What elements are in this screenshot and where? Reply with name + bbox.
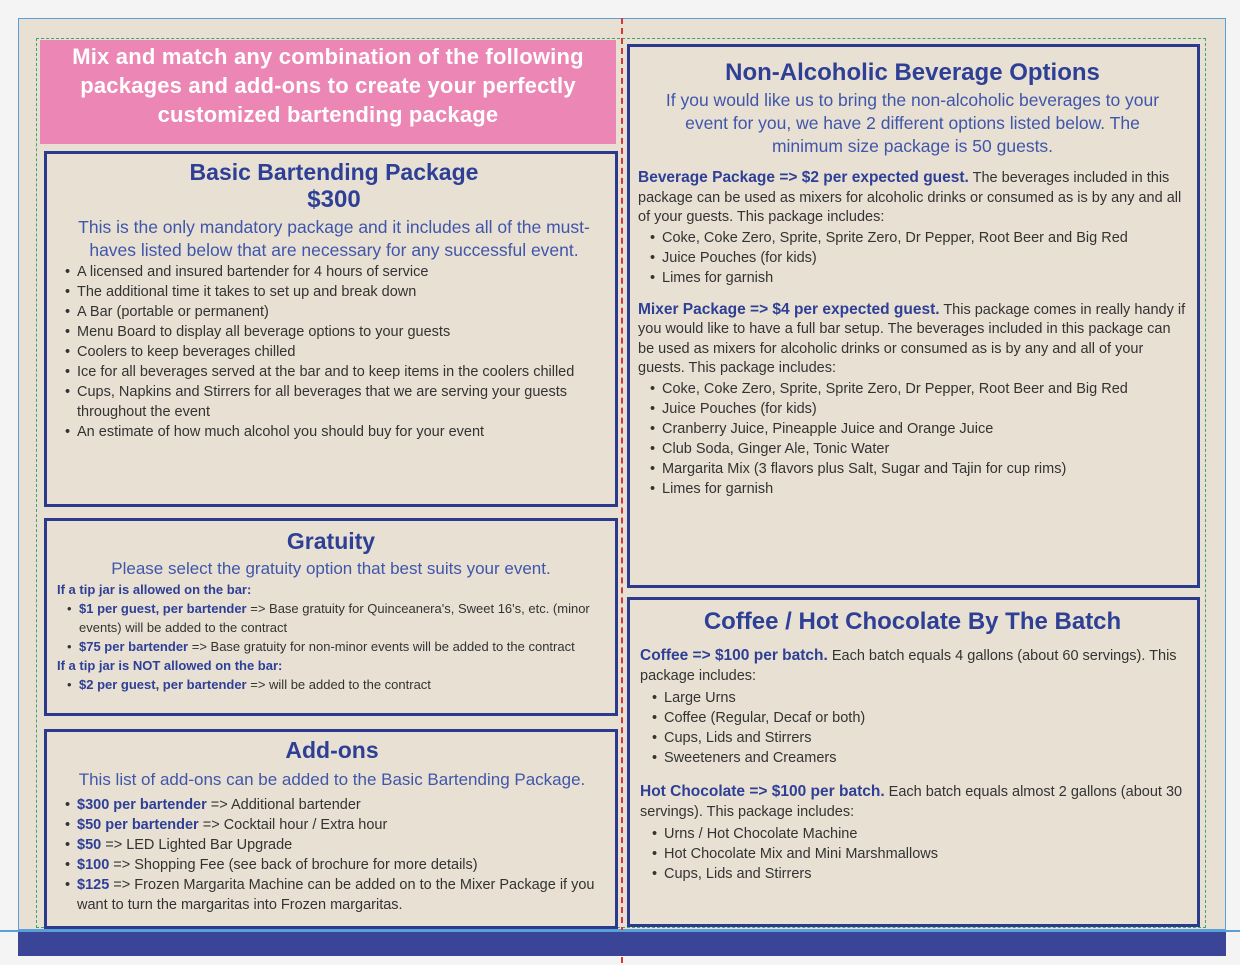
list-item — [63, 855, 605, 875]
list-item: • Cups, Napkins and Stirrers for all beverages that we are serving your guests throughout the event — [63, 382, 607, 422]
list-item: • The additional time it takes to set up and break down — [63, 282, 607, 302]
addons-list — [63, 795, 605, 915]
list-item: • Urns / Hot Chocolate Machine — [650, 824, 1185, 844]
item-text: => Base gratuity for non-minor events will be added to the contract — [188, 639, 575, 654]
list-item — [63, 815, 605, 835]
list-item: • A licensed and insured bartender for 4 hours of service — [63, 262, 607, 282]
list-item: • Juice Pouches (for kids) — [648, 248, 1187, 268]
beverage-package-heading: Beverage Package => $2 per expected guest. — [638, 169, 969, 186]
gratuity-intro: Please select the gratuity option that best suits your event. — [111, 559, 551, 578]
list-item: • Limes for garnish — [648, 268, 1187, 288]
tip-jar-allowed-list — [65, 599, 605, 656]
list-item: • Cranberry Juice, Pineapple Juice and Orange Juice — [648, 419, 1187, 439]
beverage-package-list — [648, 228, 1187, 288]
item-text: => LED Lighted Bar Upgrade — [101, 837, 293, 853]
list-item: • Margarita Mix (3 flavors plus Salt, Sugar and Tajin for cup rims) — [648, 459, 1187, 479]
list-item — [63, 835, 605, 855]
gratuity-title: Gratuity — [286, 528, 376, 554]
bottom-bar — [18, 932, 1226, 956]
list-item: • Coolers to keep beverages chilled — [63, 342, 607, 362]
non-alcoholic-title: Non-Alcoholic Beverage Options — [725, 59, 1100, 86]
list-item: • Club Soda, Ginger Ale, Tonic Water — [648, 439, 1187, 459]
list-item: • Large Urns — [650, 688, 1185, 708]
item-text: => Additional bartender — [206, 797, 361, 813]
item-text: => Base gratuity for Quinceanera's, Sweet 16's, etc. (minor events) will be added to the contract — [79, 601, 590, 635]
list-item: • Coke, Coke Zero, Sprite, Sprite Zero, Dr Pepper, Root Beer and Big Red — [648, 228, 1187, 248]
list-item — [63, 795, 605, 815]
basic-package-box — [44, 151, 618, 507]
basic-package-list — [63, 262, 607, 442]
mixer-package-description — [638, 300, 1187, 379]
list-item: • Coffee (Regular, Decaf or both) — [650, 708, 1185, 728]
price-label: $50 — [77, 837, 102, 853]
item-text: => Shopping Fee (see back of brochure for more details) — [109, 857, 478, 873]
list-item: • Juice Pouches (for kids) — [648, 399, 1187, 419]
hot-chocolate-heading: Hot Chocolate => $100 per batch. — [640, 783, 885, 800]
basic-package-intro: This is the only mandatory package and it includes all of the must-haves listed below that are necessary for any successful event. — [78, 217, 590, 260]
fold-guide — [621, 18, 623, 963]
gratuity-box — [44, 518, 618, 716]
price-label: $125 — [77, 877, 110, 893]
tip-jar-allowed-heading: If a tip jar is allowed on the bar: — [57, 582, 252, 597]
tip-jar-not-allowed-list — [65, 675, 605, 694]
coffee-title: Coffee / Hot Chocolate By The Batch — [703, 608, 1122, 635]
list-item: • An estimate of how much alcohol you should buy for your event — [63, 422, 607, 442]
list-item — [65, 599, 605, 637]
list-item — [65, 637, 605, 656]
tip-jar-not-allowed-heading: If a tip jar is NOT allowed on the bar: — [57, 658, 283, 673]
list-item: • Sweeteners and Creamers — [650, 748, 1185, 768]
price-label: $300 per bartender — [77, 797, 207, 813]
price-label: $2 per guest, per bartender — [79, 677, 247, 692]
list-item: • Coke, Coke Zero, Sprite, Sprite Zero, Dr Pepper, Root Beer and Big Red — [648, 379, 1187, 399]
intro-banner: Mix and match any combination of the following packages and add-ons to create your perfectly customized bartending package — [40, 40, 616, 144]
coffee-description — [640, 646, 1185, 686]
list-item: • Hot Chocolate Mix and Mini Marshmallows — [650, 844, 1185, 864]
hot-chocolate-description — [640, 782, 1185, 822]
list-item — [63, 875, 605, 915]
addons-intro: This list of add-ons can be added to the Basic Bartending Package. — [78, 770, 586, 789]
list-item: • Ice for all beverages served at the bar and to keep items in the coolers chilled — [63, 362, 607, 382]
mixer-package-heading: Mixer Package => $4 per expected guest. — [638, 300, 940, 318]
list-item: • Cups, Lids and Stirrers — [650, 864, 1185, 884]
beverage-package-description — [638, 168, 1187, 228]
price-label: $50 per bartender — [77, 817, 199, 833]
price-label: $75 per bartender — [79, 639, 189, 654]
addons-box — [44, 729, 618, 929]
basic-package-title: Basic Bartending Package — [189, 159, 479, 185]
coffee-list — [650, 688, 1185, 768]
item-text: => Frozen Margarita Machine can be added on to the Mixer Package if you want to turn the margaritas into Frozen margaritas. — [77, 877, 595, 913]
list-item — [65, 675, 605, 694]
non-alcoholic-box — [627, 44, 1200, 588]
item-text: => Cocktail hour / Extra hour — [198, 817, 388, 833]
coffee-text: Each batch equals 4 gallons (about 60 servings). This package includes: — [640, 648, 1177, 684]
addons-title: Add-ons — [285, 737, 379, 763]
basic-package-price: $300 — [307, 186, 361, 213]
list-item: • Limes for garnish — [648, 479, 1187, 499]
beverage-package-text: The beverages included in this package can be used as mixers for alcoholic drinks or consumed as is by any and all of your guests. This package includes: — [638, 170, 1182, 225]
coffee-heading: Coffee => $100 per batch. — [640, 647, 828, 664]
list-item: • A Bar (portable or permanent) — [63, 302, 607, 322]
price-label: $100 — [77, 857, 110, 873]
hot-chocolate-list — [650, 824, 1185, 884]
mixer-package-text: This package comes in really handy if you would like to have a full bar setup. The beverages included in this package can be used as mixers for alcoholic drinks or consumed as is by any and all of your guests. This package includes: — [638, 301, 1186, 376]
price-label: $1 per guest, per bartender — [79, 601, 247, 616]
coffee-box — [627, 597, 1200, 927]
hot-chocolate-text: Each batch equals almost 2 gallons (about 30 servings). This package includes: — [640, 784, 1183, 820]
list-item: • Menu Board to display all beverage options to your guests — [63, 322, 607, 342]
item-text: => will be added to the contract — [246, 677, 431, 692]
list-item: • Cups, Lids and Stirrers — [650, 728, 1185, 748]
mixer-package-list — [648, 379, 1187, 499]
non-alcoholic-intro: If you would like us to bring the non-alcoholic beverages to your event for you, we have 2 different options listed below. The minimum size package is 50 guests. — [665, 90, 1160, 156]
